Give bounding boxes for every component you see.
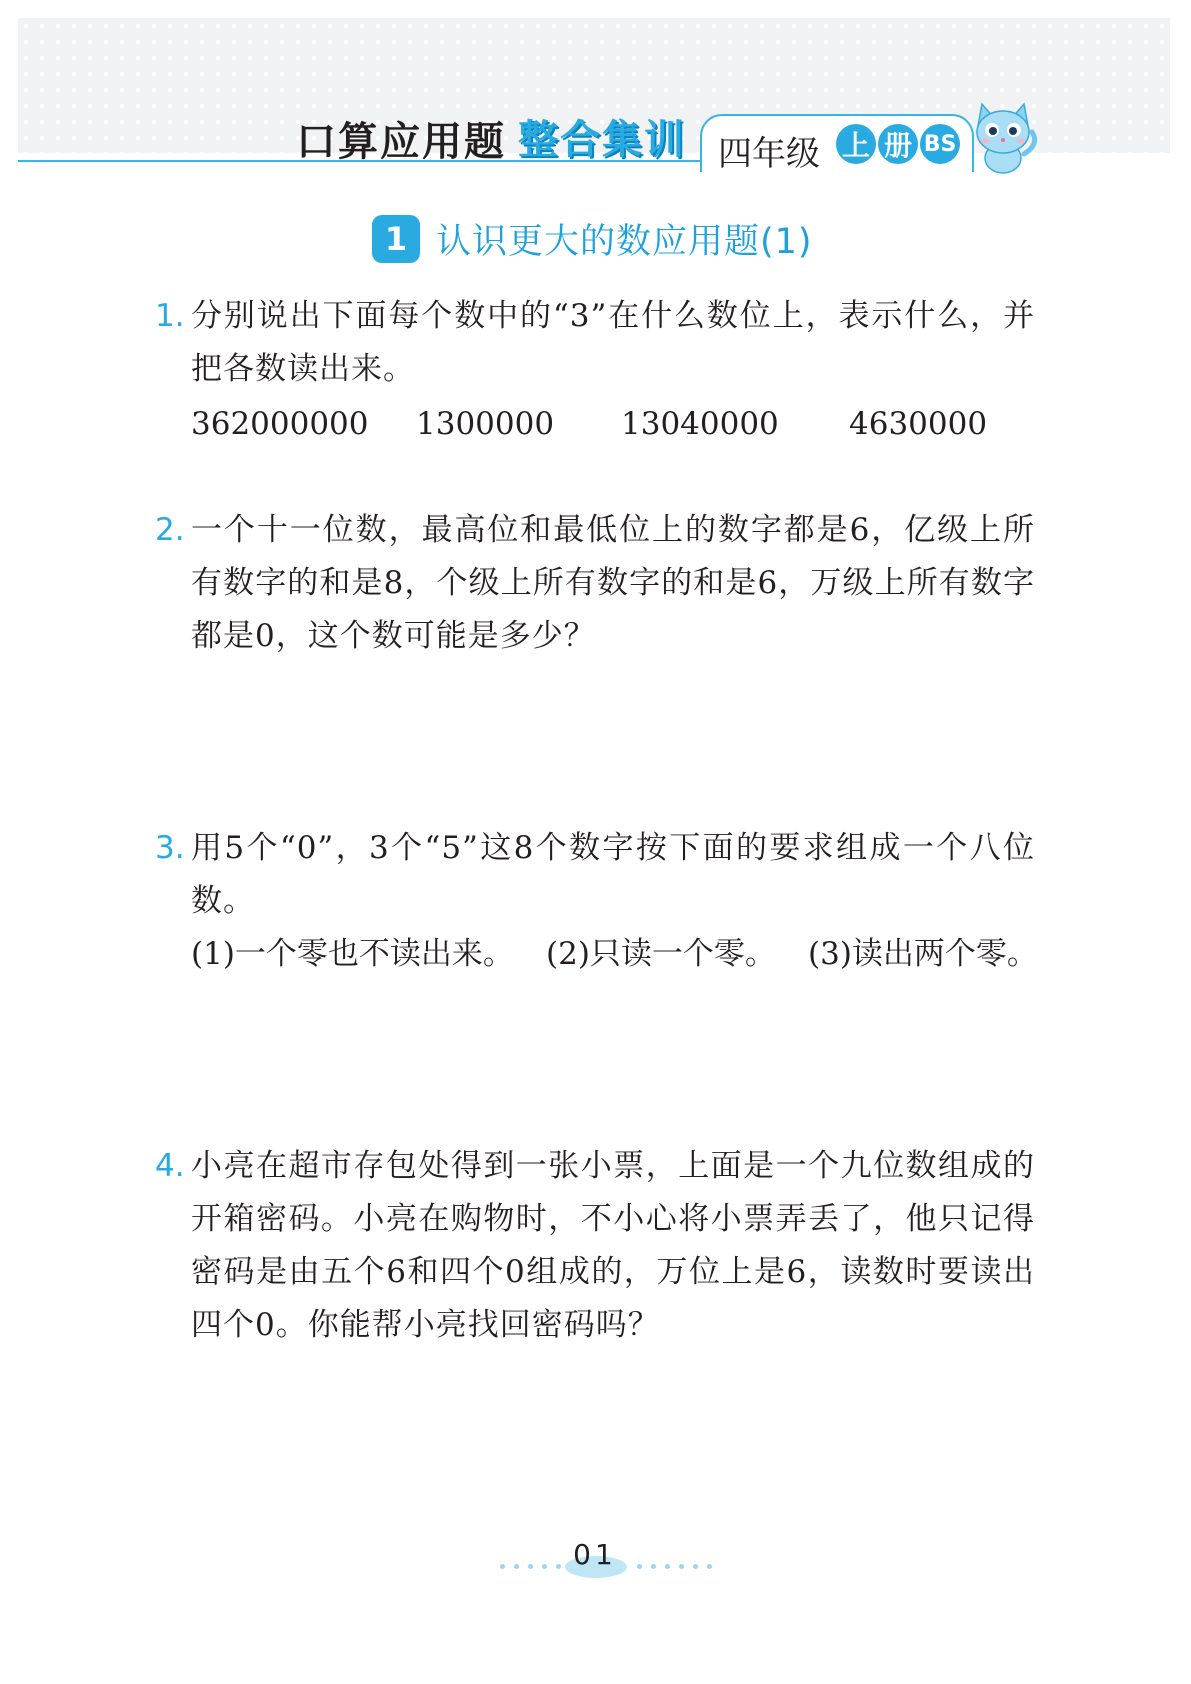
- book-title: 口算应用题: [296, 119, 506, 165]
- book-title-accent: 整合集训: [518, 117, 686, 163]
- requirement-list: [191, 928, 1038, 981]
- volume-badge: 册: [878, 124, 918, 164]
- question-text: 分别说出下面每个数中的“3”在什么数位上，表示什么，并把各数读出来。: [191, 298, 1035, 387]
- number-item: 13040000: [621, 406, 779, 442]
- section-number-badge: 1: [372, 215, 420, 263]
- number-item: 4630000: [849, 406, 988, 442]
- page-number: 01: [573, 1538, 617, 1571]
- section-title: 认识更大的数应用题(1): [436, 222, 813, 262]
- footer-dots-right: [637, 1564, 712, 1569]
- number-item: 1300000: [416, 406, 555, 442]
- question-2: [155, 504, 1035, 663]
- question-text: 小亮在超市存包处得到一张小票，上面是一个九位数组成的开箱密码。小亮在购物时，不小心将小票弄丢了，他只记得密码是由五个6和四个0组成的，万位上是6，读数时要读出四个0。你能帮小亮找回密码吗？: [191, 1148, 1035, 1343]
- question-number: 2.: [155, 512, 185, 548]
- section-heading: [372, 214, 813, 264]
- question-number: 4.: [155, 1148, 185, 1184]
- edition-badge: BS: [920, 124, 960, 164]
- volume-badge: 上: [836, 124, 876, 164]
- grade-label: 四年级: [718, 134, 820, 174]
- question-text: 一个十一位数，最高位和最低位上的数字都是6，亿级上所有数字的和是8，个级上所有数字的和是6，万级上所有数字都是0，这个数可能是多少？: [191, 512, 1035, 654]
- question-number: 1.: [155, 298, 185, 334]
- requirement-item: (3)读出两个零。: [808, 936, 1038, 972]
- question-text: 用5个“0”，3个“5”这8个数字按下面的要求组成一个八位数。: [191, 830, 1035, 919]
- question-number: 3.: [155, 830, 185, 866]
- volume-badges: [836, 124, 960, 164]
- number-item: 362000000: [191, 406, 369, 442]
- number-list: [191, 398, 1035, 451]
- question-4: [155, 1140, 1035, 1352]
- question-3: [155, 822, 1038, 981]
- requirement-item: (2)只读一个零。: [546, 936, 776, 972]
- question-1: [155, 290, 1035, 451]
- cat-mascot-icon: [968, 100, 1038, 174]
- requirement-item: (1)一个零也不读出来。: [191, 936, 514, 972]
